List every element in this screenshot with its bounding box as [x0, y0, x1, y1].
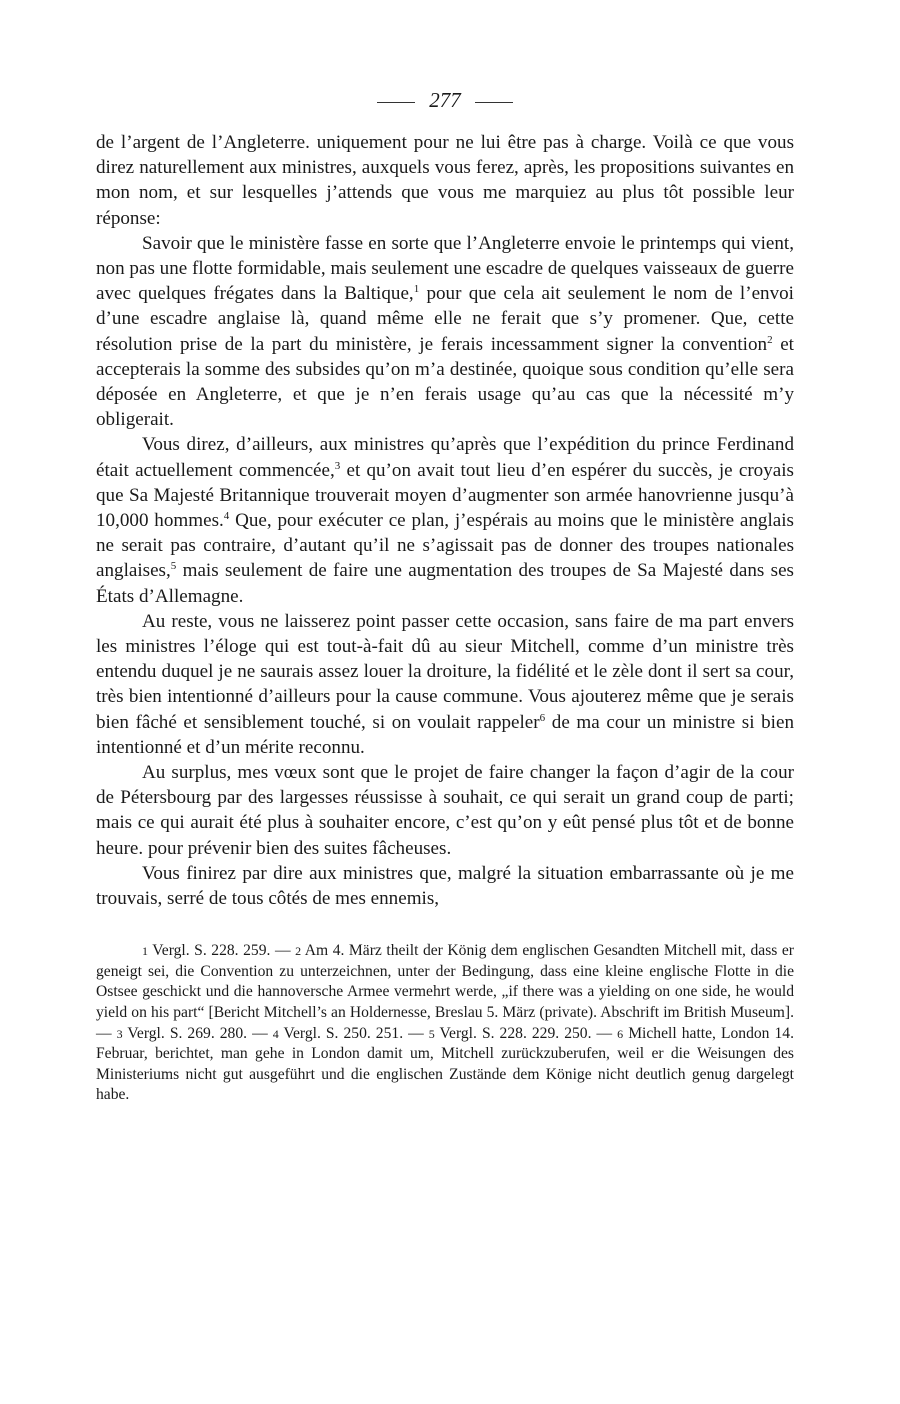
header-rule-right [475, 102, 513, 103]
paragraph [96, 861, 794, 911]
paragraph-text: Savoir que le ministère fasse en sorte que l’Angleterre envoie le printemps qui vient, non pas une flotte formidable, mais seulement une escadre de quelques vaisseaux de guerre avec quelques frégates dans la Baltique, [96, 232, 794, 305]
footnote-ref: 2 [767, 333, 773, 346]
paragraph-text: mais seulement de faire une augmentation des troupes de Sa Majesté dans ses États d’Allemagne. [96, 560, 794, 607]
paragraph [96, 760, 794, 861]
paragraph-text: Vous direz, d’ailleurs, aux ministres qu’après que l’expédition du prince Ferdinand était actuellement commencée, [96, 434, 794, 481]
footnote-ref: 1 [413, 283, 420, 296]
footnote-text: Vergl. S. 228. 229. 250. — [434, 1024, 618, 1042]
footnote-number: 4 [272, 1026, 279, 1041]
book-page [96, 80, 794, 1106]
footnote-number: 5 [428, 1026, 435, 1041]
paragraph-text: de l’argent de l’Angleterre. uniquement pour ne lui être pas à charge. Voilà ce que vous direz naturellement aux ministres, auxquels vous ferez, après, les propositions suivantes en mon nom, et sur lesquelles j’attends que vous me marquiez au plus tôt possible leur réponse: [96, 132, 794, 229]
paragraph [96, 432, 794, 608]
footnote-number: 6 [617, 1026, 624, 1041]
paragraph [96, 130, 794, 231]
footnote-number: 1 [142, 944, 148, 959]
footnote-ref: 4 [223, 510, 230, 523]
footnote-ref: 6 [539, 711, 546, 724]
paragraph-text: pour que cela ait seulement le nom de l’envoi d’une escadre anglaise là, quand même elle ne ferait que s’y promener. Que, cette résolution prise de la part du ministère, je ferais incessamment signer la convention [96, 283, 794, 355]
footnote-number: 3 [116, 1026, 123, 1041]
paragraph-text: Au reste, vous ne laisserez point passer cette occasion, sans faire de ma part envers les ministres l’éloge qui est tout-à-fait dû au sieur Mitchell, comme d’un ministre très entendu duquel je ne saurais assez louer la droiture, la fidélité et le zèle dont il sert sa cour, très bien intentionné d’ailleurs pour la cause commune. Vous ajouterez même que je serais bien fâché et sensiblement touché, si on voulait rappeler [96, 610, 794, 733]
footnote-text: Vergl. S. 250. 251. — [278, 1024, 429, 1042]
footnote-text: Am 4. März theilt der König dem englischen Gesandten Mitchell mit, dass er geneigt sei, die Convention zu unterzeichnen, unter der Bedingung, dass eine kleine englische Flotte in die Ostsee geschickt und die hannoversche Armee vermehrt werde, „if there was a yielding on one side, he would yield on his part“ [Bericht Mitchell’s an Holdernesse, Breslau 5. März (private). Abschrift im British Museum]. — [96, 942, 795, 1042]
page-number: 277 [429, 88, 461, 112]
paragraph [96, 231, 794, 433]
footnotes [96, 941, 794, 1106]
body-text [96, 130, 794, 911]
footnote-text: Vergl. S. 269. 280. — [122, 1024, 273, 1042]
paragraph-text: et accepterais la somme des subsides qu’on m’a destinée, quoique sous condition qu’elle sera déposée en Angleterre, et que je n’en ferais usage qu’au cas que la nécessité m’y obligerait. [96, 333, 794, 431]
paragraph-text: et qu’on avait tout lieu d’en espérer du succès, je croyais que Sa Majesté Britannique trouverait moyen d’augmenter son armée hanovrienne jusqu’à 10,000 hommes. [96, 459, 794, 532]
footnote-ref: 3 [334, 459, 341, 472]
paragraph-text: Que, pour exécuter ce plan, j’espérais au moins que le ministère anglais ne serait pas contraire, d’autant qu’il ne s’agissait pas de donner des troupes nationales anglaises, [96, 510, 794, 582]
paragraph-text: Vous finirez par dire aux ministres que, malgré la situation embarrassante où je me trouvais, serré de tous côtés de mes ennemis, [96, 862, 794, 910]
paragraph-text: Au surplus, mes vœux sont que le projet de faire changer la façon d’agir de la cour de Pétersbourg par des largesses réussisse à souhait, ce qui serait un grand coup de parti; mais ce qui aurait été plus à souhaiter encore, c’est qu’on y eût pensé plus tôt et de bonne heure. pour prévenir bien des suites fâcheuses. [96, 762, 794, 859]
footnote-text: Vergl. S. 228. 259. — [148, 942, 296, 960]
paragraph-text: de ma cour un ministre si bien intentionné et d’un mérite reconnu. [96, 711, 795, 758]
paragraph [96, 609, 794, 760]
footnote-text: Michell hatte, London 14. Februar, berichtet, man gehe in London damit um, Mitchell zurückzuberufen, weil er die Weisungen des Ministeriums nicht gut ausgeführt und die englischen Zustände dem Könige nicht deutlich genug dargelegt habe. [96, 1024, 794, 1104]
footnote-ref: 5 [170, 560, 177, 573]
header-rule-left [377, 102, 415, 103]
page-header [96, 80, 794, 120]
footnote-number: 2 [295, 944, 302, 959]
